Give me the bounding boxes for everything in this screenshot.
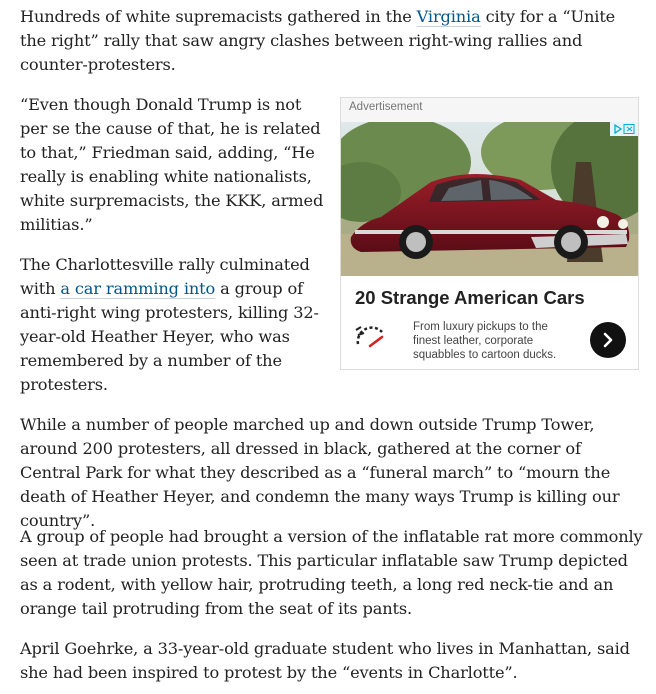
advertisement-box[interactable] (340, 97, 639, 370)
ad-title[interactable]: 20 Strange American Cars (355, 287, 585, 308)
adchoices-icon[interactable] (610, 122, 638, 136)
paragraph-1: Hundreds of white supremacists gathered in the Virginia city for a “Unite the right” rally that saw angry clashes between right-wing rallies and counter-protesters. (20, 7, 616, 74)
virginia-link[interactable]: Virginia (416, 7, 481, 26)
ad-content[interactable] (341, 276, 638, 369)
paragraph-4: While a number of people marched up and down outside Trump Tower, around 200 protesters, all dressed in black, gathered at the corner of Central Park for what they described as a “funeral march” to “mourn the death of Heather Heyer, and condemn the many ways Trump is killing our country”. (20, 415, 620, 530)
paragraph-6: April Goehrke, a 33-year-old graduate student who lives in Manhattan, said she had been inspired to protest by the “events in Charlotte”. (20, 639, 630, 682)
speedometer-icon (355, 322, 387, 354)
car-ramming-link[interactable]: a car ramming into (60, 279, 216, 298)
paragraph-3: The Charlottesville rally culminated with a car ramming into a group of anti-right wing protesters, killing 32-year-old Heather Heyer, who was remembered by a number of the protesters. (20, 255, 319, 394)
ad-car-image[interactable] (341, 122, 638, 276)
ad-description: From luxury pickups to the finest leather, corporate squabbles to cartoon ducks. (413, 321, 557, 361)
paragraph-5: A group of people had brought a version of the inflatable rat more commonly seen at trade union protests. This particular inflatable saw Trump depicted as a rodent, with yellow hair, protruding teeth, a long red neck-tie and an orange tail protruding from the seat of its pants. (20, 527, 643, 618)
advertisement-label: Advertisement (349, 101, 423, 113)
chevron-right-icon[interactable] (590, 322, 626, 358)
paragraph-2: “Even though Donald Trump is not per se the cause of that, he is related to that,” Friedman said, adding, “He really is enabling white nationalists, white surpremacists, the KKK, armed militias.” (20, 95, 324, 234)
